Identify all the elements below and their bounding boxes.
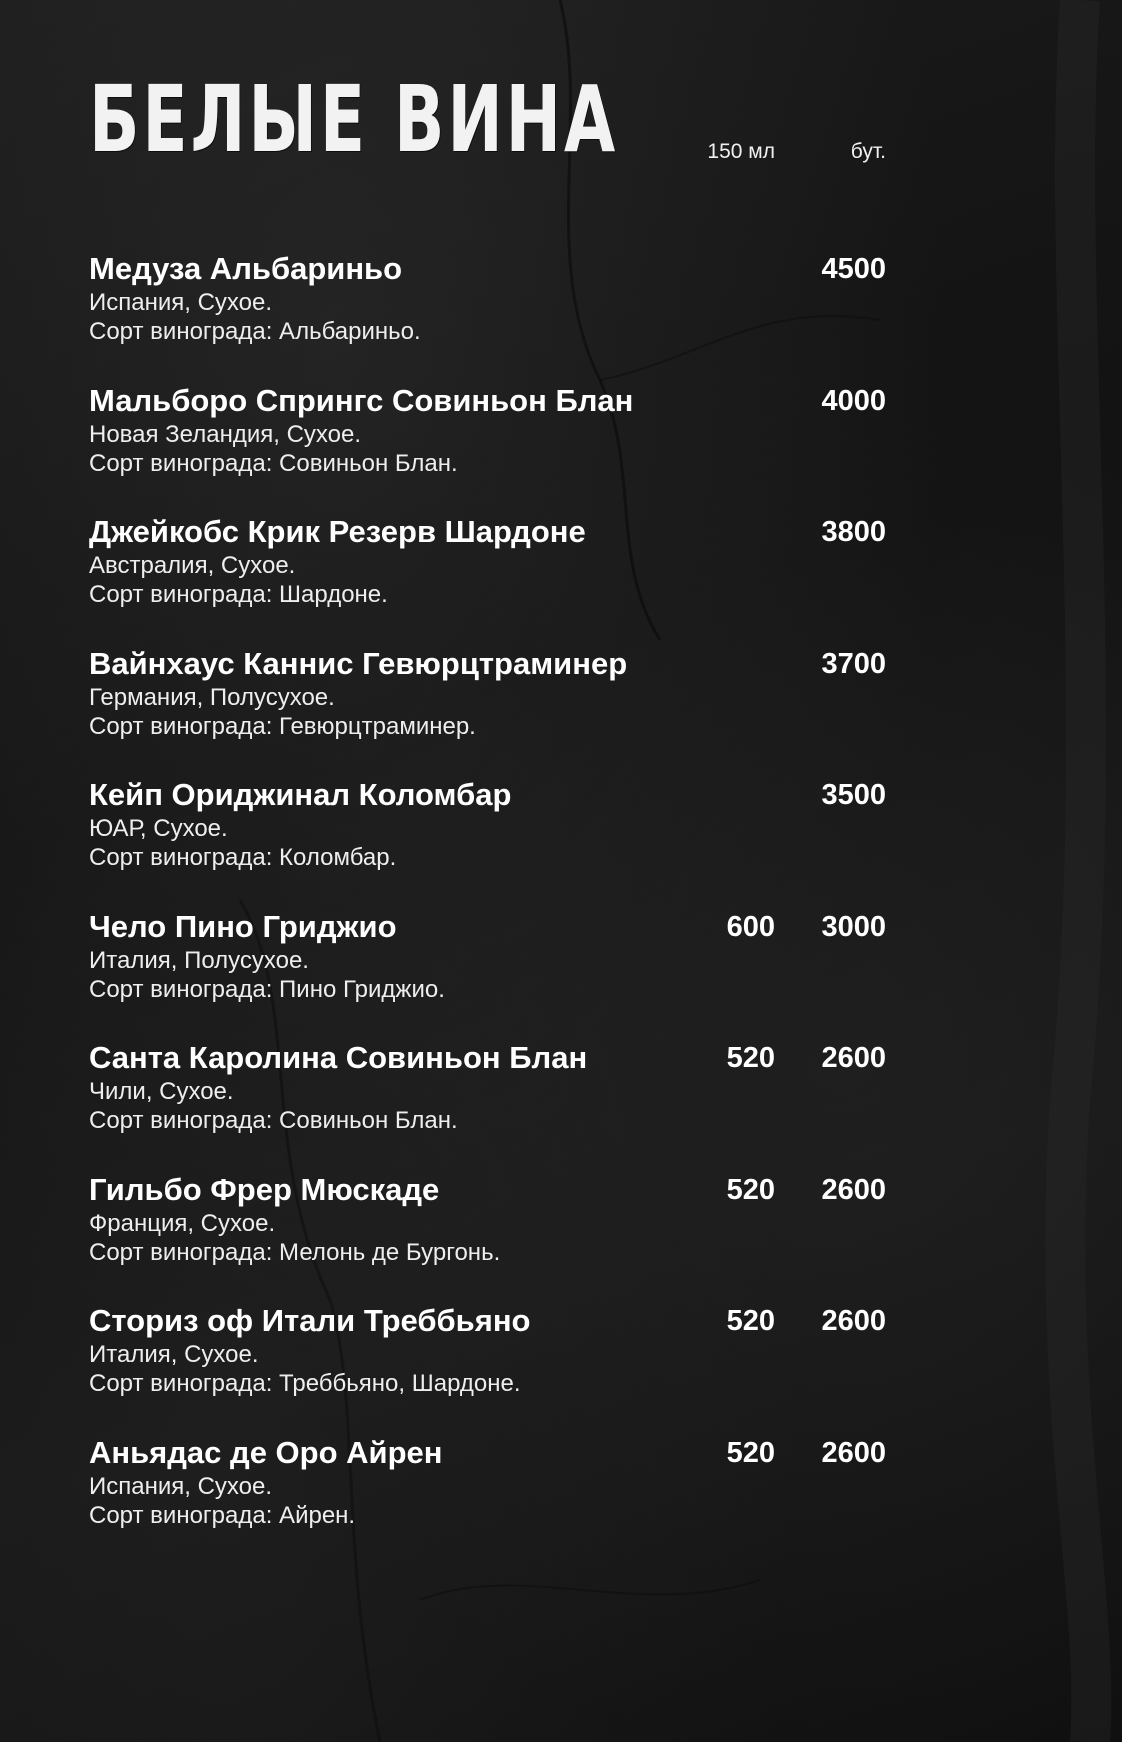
wine-grape: Сорт винограда: Совиньон Блан.: [89, 449, 458, 477]
wine-grape: Сорт винограда: Треббьяно, Шардоне.: [89, 1370, 521, 1397]
wine-name: Джейкобс Крик Резерв Шардоне: [89, 514, 586, 549]
wine-origin: Италия, Сухое.: [89, 1341, 259, 1368]
column-header-glass: 150 мл: [707, 140, 775, 163]
price-bottle: 2600: [821, 1042, 886, 1074]
wine-item: [89, 1039, 886, 1171]
price-bottle: 4000: [821, 384, 886, 417]
price-glass: 520: [726, 1436, 775, 1469]
wine-item: [89, 776, 886, 908]
wine-name: Сториз оф Итали Треббьяно: [89, 1303, 531, 1338]
price-bottle: 3800: [821, 516, 886, 548]
price-bottle: 2600: [821, 1173, 886, 1206]
wine-origin: Испания, Сухое.: [89, 1472, 273, 1500]
column-header-bottle: бут.: [850, 140, 886, 163]
price-bottle: 3500: [821, 779, 886, 811]
wine-name: Медуза Альбариньо: [89, 251, 403, 286]
wine-grape: Сорт винограда: Гевюрцтраминер.: [89, 712, 476, 740]
wine-grape: Сорт винограда: Айрен.: [89, 1501, 356, 1529]
wine-name: Чело Пино Гриджио: [89, 908, 397, 944]
wine-name: Санта Каролина Совиньон Блан: [89, 1040, 588, 1075]
wine-list: [89, 250, 886, 1565]
wine-item: [89, 513, 886, 645]
wine-name: Кейп Ориджинал Коломбар: [89, 777, 512, 812]
wine-grape: Сорт винограда: Мелонь де Бургонь.: [89, 1238, 501, 1266]
price-bottle: 3000: [821, 910, 886, 943]
wine-origin: Чили, Сухое.: [89, 1078, 234, 1105]
price-glass: 600: [726, 910, 775, 943]
price-glass: 520: [726, 1305, 775, 1337]
wine-item: [89, 908, 886, 1040]
wine-item: [89, 1171, 886, 1303]
wine-origin: Испания, Сухое.: [89, 289, 273, 316]
wine-grape: Сорт винограда: Пино Гриджио.: [89, 975, 445, 1003]
wine-name: Мальборо Спрингс Совиньон Блан: [89, 382, 634, 418]
price-glass: 520: [726, 1173, 775, 1206]
wine-origin: Новая Зеландия, Сухое.: [89, 420, 361, 448]
wine-name: Вайнхаус Каннис Гевюрцтраминер: [89, 645, 628, 681]
wine-item: [89, 1434, 886, 1566]
price-glass: 520: [726, 1042, 775, 1074]
wine-origin: Франция, Сухое.: [89, 1209, 276, 1237]
price-bottle: 2600: [821, 1436, 886, 1469]
wine-name: Аньядас де Оро Айрен: [89, 1434, 443, 1470]
wine-origin: Австралия, Сухое.: [89, 552, 296, 579]
price-bottle: 2600: [821, 1305, 886, 1337]
wine-grape: Сорт винограда: Шардоне.: [89, 581, 388, 608]
wine-grape: Сорт винограда: Совиньон Блан.: [89, 1107, 458, 1134]
page-title: БЕЛЫЕ ВИНА: [89, 66, 619, 173]
wine-grape: Сорт винограда: Коломбар.: [89, 844, 397, 871]
wine-item: [89, 382, 886, 514]
wine-origin: Германия, Полусухое.: [89, 683, 335, 711]
price-bottle: 4500: [821, 253, 886, 285]
wine-item: [89, 645, 886, 777]
price-bottle: 3700: [821, 647, 886, 680]
wine-item: [89, 1302, 886, 1434]
wine-name: Гильбо Фрер Мюскаде: [89, 1171, 440, 1207]
wine-origin: Италия, Полусухое.: [89, 946, 309, 974]
wine-item: [89, 250, 886, 382]
wine-origin: ЮАР, Сухое.: [89, 815, 228, 842]
wine-grape: Сорт винограда: Альбариньо.: [89, 318, 421, 345]
